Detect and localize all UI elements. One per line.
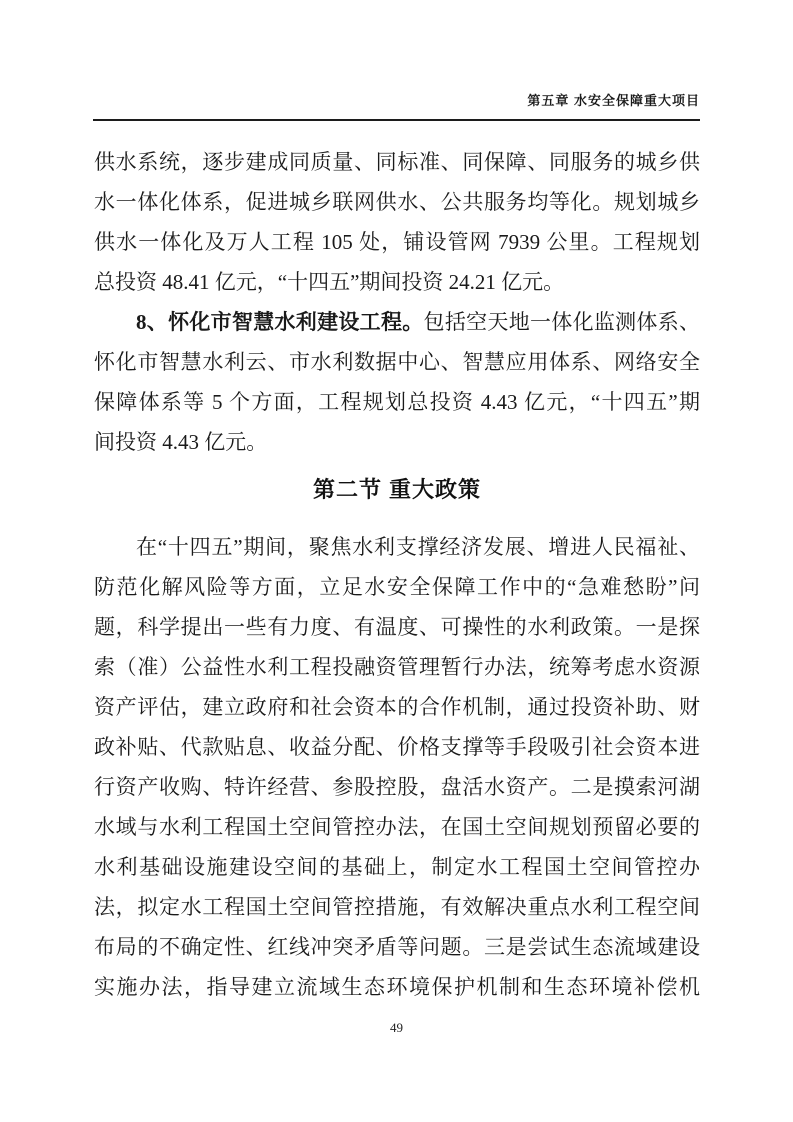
paragraph3-line: 水域与水利工程国土空间管控办法，在国土空间规划预留必要的	[94, 815, 700, 839]
paragraph1-line: 水一体化体系，促进城乡联网供水、公共服务均等化。规划城乡	[94, 190, 700, 214]
paragraph3-line: 防范化解风险等方面，立足水安全保障工作中的“急难愁盼”问	[94, 575, 700, 599]
paragraph3-line: 在“十四五”期间，聚焦水利支撑经济发展、增进人民福祉、	[136, 535, 700, 559]
page-footer	[0, 1020, 793, 1036]
section-heading: 第二节 重大政策	[312, 477, 482, 502]
paragraph3-line: 布局的不确定性、红线冲突矛盾等问题。三是尝试生态流域建设	[94, 935, 700, 959]
paragraph3-line: 法，拟定水工程国土空间管控措施，有效解决重点水利工程空间	[94, 895, 700, 919]
chapter-header: 第五章 水安全保障重大项目	[527, 93, 700, 108]
paragraph2-lead-rest: 包括空天地一体化监测体系、	[423, 310, 701, 334]
paragraph1-line: 供水一体化及万人工程 105 处，铺设管网 7939 公里。工程规划	[94, 230, 700, 254]
paragraph1-line: 供水系统，逐步建成同质量、同标准、同保障、同服务的城乡供	[94, 150, 700, 174]
paragraph3-line: 水利基础设施建设空间的基础上，制定水工程国土空间管控办	[94, 855, 700, 879]
paragraph3-line: 实施办法，指导建立流域生态环境保护机制和生态环境补偿机	[94, 975, 700, 999]
paragraph3-line: 政补贴、代款贴息、收益分配、价格支撑等手段吸引社会资本进	[94, 735, 700, 759]
paragraph2-line	[94, 302, 700, 342]
paragraph1-line: 总投资 48.41 亿元，“十四五”期间投资 24.21 亿元。	[94, 270, 565, 294]
paragraph3-line: 资产评估，建立政府和社会资本的合作机制，通过投资补助、财	[94, 695, 700, 719]
paragraph3-line: 行资产收购、特许经营、参股控股，盘活水资产。二是摸索河湖	[94, 775, 700, 799]
paragraph2-line: 怀化市智慧水利云、市水利数据中心、智慧应用体系、网络安全	[94, 350, 700, 374]
paragraph3-line: 题，科学提出一些有力度、有温度、可操性的水利政策。一是探	[94, 615, 700, 639]
paragraph2-line: 间投资 4.43 亿元。	[94, 430, 268, 454]
page-body	[94, 142, 700, 1007]
paragraph2-line: 保障体系等 5 个方面，工程规划总投资 4.43 亿元，“十四五”期	[94, 390, 700, 414]
page-number: 49	[390, 1020, 403, 1035]
paragraph2-bold-lead: 8、怀化市智慧水利建设工程。	[136, 310, 424, 334]
paragraph3-line: 索（准）公益性水利工程投融资管理暂行办法，统筹考虑水资源	[94, 655, 700, 679]
header-rule	[93, 119, 700, 121]
